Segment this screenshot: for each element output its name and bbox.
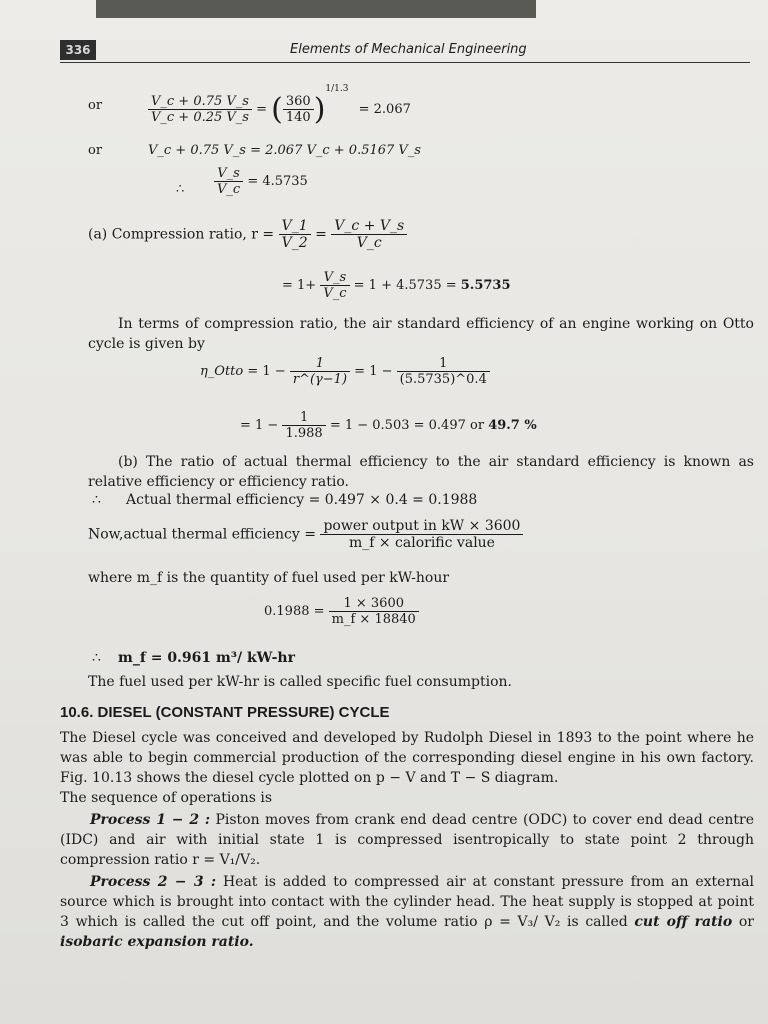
isobaric-expansion-ratio-term: isobaric expansion ratio. [60, 934, 254, 950]
eq6-fraction-2 [397, 356, 490, 387]
eq6-f2-num: 1 [397, 356, 490, 372]
eq1: $\frac{V\_c + 0.75 V\_s}{V\_c + 0.25 V\_s}$ = ( $\frac{360}{140}$ )$^{1/1.3}$ = 2.067 [148, 84, 411, 127]
relative-efficiency-paragraph: (b) The ratio of actual thermal efficiency to the air standard efficiency is known as relative efficiency or efficiency ratio. [88, 454, 754, 490]
eq11-fraction [329, 596, 419, 627]
page-header [60, 40, 750, 63]
eq7-final: 49.7 % [488, 418, 537, 433]
page-number: 336 [60, 40, 96, 60]
eq12: m_f = 0.961 m³/ kW-hr [118, 650, 295, 666]
process-2-3-paragraph [60, 872, 754, 952]
eq4-f1-num: V_1 [279, 218, 311, 235]
eq5-den: V_c [323, 286, 347, 301]
eq4 [88, 218, 407, 251]
eq4-equals: = [315, 226, 327, 243]
eq5-prefix: = 1+ [282, 278, 317, 293]
eq7-fraction [282, 410, 325, 441]
eq5 [282, 270, 511, 301]
eq1-rhs-num: 360 [283, 94, 314, 110]
eq6-f1-num: 1 [290, 356, 350, 372]
eq3-den: V_c [217, 182, 241, 197]
eq8: Actual thermal efficiency = 0.497 × 0.4 = 0.1988 [126, 492, 478, 508]
eq5-final: 5.5735 [460, 278, 511, 293]
eq1-lead: or [88, 98, 103, 113]
eq3-lead: ∴ [176, 182, 185, 197]
eq10: where m_f is the quantity of fuel used per kW-hour [88, 570, 450, 586]
eq3-num: V_s [214, 166, 243, 182]
running-title: Elements of Mechanical Engineering [290, 42, 527, 57]
eq7-rest: = 1 − 0.503 = 0.497 or [329, 418, 489, 433]
eq1-result: = 2.067 [358, 102, 411, 117]
eq5-num: V_s [320, 270, 349, 286]
eq6-label: η_Otto [200, 364, 244, 379]
eq9-fraction [320, 518, 523, 551]
eq11-den: m_f × 18840 [331, 612, 416, 627]
eq7-prefix: = 1 − [240, 418, 279, 433]
diesel-intro-paragraph: The Diesel cycle was conceived and developed by Rudolph Diesel in 1893 to the point where he was able to begin commercial production of the corresponding diesel engine in his own factory. Fig. 10.13 shows the diesel cycle plotted on p − V and T − S diagram. [60, 730, 754, 786]
eq2: V_c + 0.75 V_s = 2.067 V_c + 0.5167 V_s [148, 143, 421, 158]
eq1-exponent: 1/1.3 [325, 84, 349, 94]
eq8-lead: ∴ [92, 492, 101, 508]
eq11-lhs: 0.1988 = [264, 604, 325, 619]
eq6-f2-den: (5.5735)^0.4 [399, 372, 487, 387]
eq1-rhs-den: 140 [285, 110, 311, 125]
eq4-f2-num: V_c + V_s [331, 218, 407, 235]
eq1-lhs-fraction [148, 94, 252, 125]
process-2-3-mid: or [732, 914, 755, 930]
eq9-num: power output in kW × 3600 [320, 518, 523, 535]
eq6 [200, 356, 490, 387]
eq7 [240, 410, 537, 441]
process-2-3-text: Heat is added to compressed air at constant pressure from an external source which is brought into contact with the cylinder head. The heat supply is stopped at point 3 which is called the cut off point, and the volume ratio ρ = V₃/ V₂ is called [60, 874, 754, 930]
cut-off-ratio-term: cut off ratio [634, 914, 733, 930]
sfc-sentence: The fuel used per kW-hr is called specific fuel consumption. [88, 674, 512, 690]
eq5-fraction [320, 270, 349, 301]
eq7-den: 1.988 [285, 426, 323, 441]
eq11-num: 1 × 3600 [329, 596, 419, 612]
eq6-equals-1: = 1 − [247, 364, 286, 379]
eq4-fraction-1 [279, 218, 311, 251]
otto-intro-paragraph: In terms of compression ratio, the air standard efficiency of an engine working on Otto cycle is given by [88, 316, 754, 352]
eq4-fraction-2 [331, 218, 407, 251]
eq11 [264, 596, 419, 627]
eq4-f2-den: V_c [356, 235, 382, 251]
eq6-equals-2: = 1 − [354, 364, 393, 379]
sequence-sentence: The sequence of operations is [60, 790, 273, 806]
section-heading: 10.6. DIESEL (CONSTANT PRESSURE) CYCLE [60, 704, 390, 721]
eq6-f1-den: r^(γ−1) [292, 372, 348, 387]
eq9 [88, 518, 523, 551]
eq4-label: (a) Compression ratio, r = [88, 226, 275, 243]
eq4-f1-den: V_2 [281, 235, 308, 251]
process-1-2-label: Process 1 − 2 : [90, 812, 211, 828]
eq3-result: = 4.5735 [247, 174, 308, 189]
eq1-lhs-den: V_c + 0.25 V_s [151, 110, 249, 125]
eq12-lead: ∴ [92, 650, 101, 666]
eq7-num: 1 [282, 410, 325, 426]
process-1-2-text: Piston moves from crank end dead centre (ODC) to cover end dead centre (IDC) and air with initial state 1 is compressed isentropically to state point 2 through compression ratio r = V₁/V₂. [60, 812, 754, 868]
page-top-shadow [96, 0, 536, 18]
process-2-3-label: Process 2 − 3 : [90, 874, 217, 890]
eq1-lhs-num: V_c + 0.75 V_s [148, 94, 252, 110]
eq5-rest: = 1 + 4.5735 = [353, 278, 461, 293]
eq6-fraction-1 [290, 356, 350, 387]
eq1-rhs-fraction [283, 94, 314, 125]
eq9-label: Now,actual thermal efficiency = [88, 526, 316, 543]
process-1-2-paragraph [60, 810, 754, 870]
eq3 [214, 166, 308, 197]
eq9-den: m_f × calorific value [348, 535, 495, 551]
eq3-fraction [214, 166, 243, 197]
eq2-lead: or [88, 143, 103, 158]
